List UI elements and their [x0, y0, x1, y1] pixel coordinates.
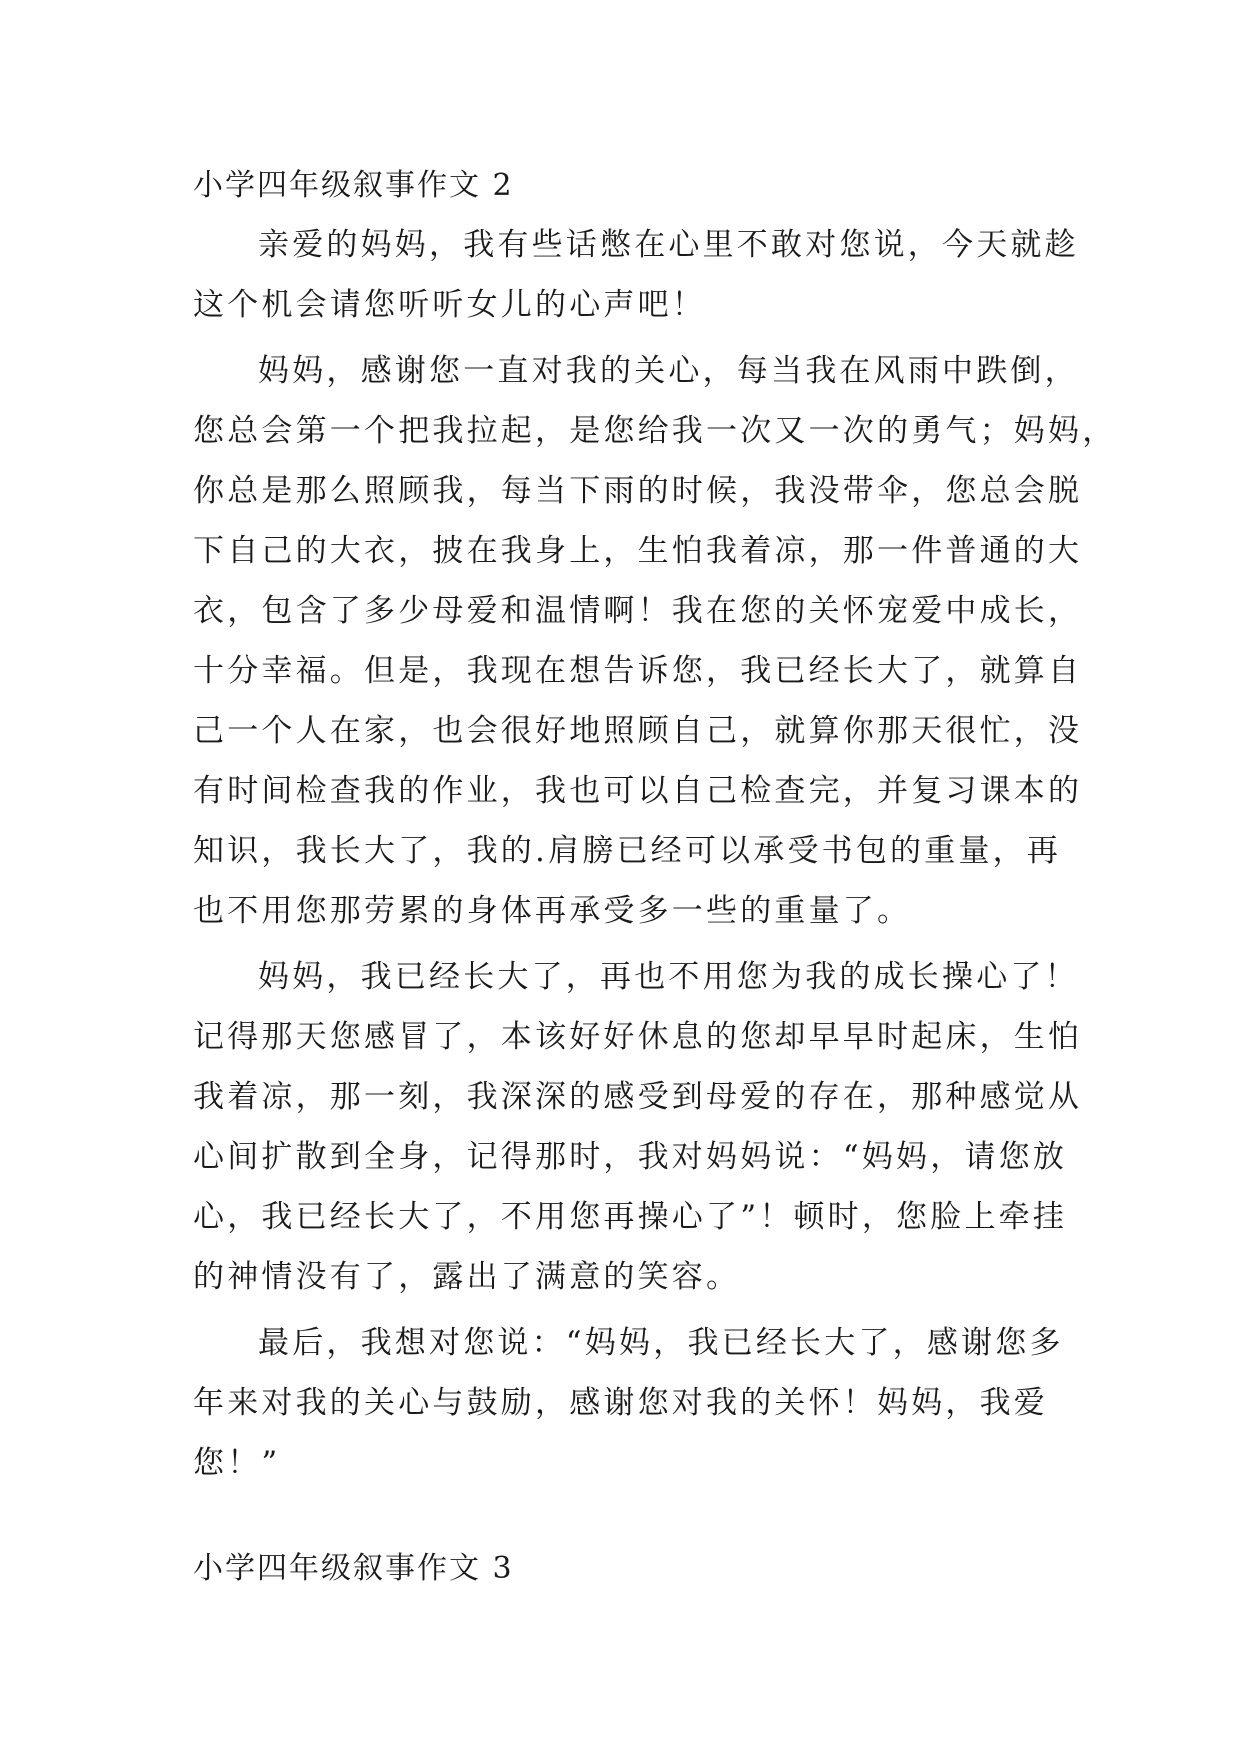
- essay-2-heading: 小学四年级叙事作文 2: [193, 168, 514, 203]
- paragraph-4-line-3: 您！”: [193, 1445, 281, 1481]
- paragraph-3-line-2: 记得那天您感冒了，本该好好休息的您却早早时起床，生怕: [193, 1019, 1083, 1055]
- paragraph-2-line-10: 也不用您那劳累的身体再承受多一些的重量了。: [193, 893, 912, 929]
- paragraph-1-line-2: 这个机会请您听听女儿的心声吧！: [193, 287, 706, 323]
- paragraph-2-line-6: 十分幸福。但是，我现在想告诉您，我已经长大了，就算自: [193, 653, 1083, 689]
- paragraph-2-line-7: 己一个人在家，也会很好地照顾自己，就算你那天很忙，没: [193, 713, 1083, 749]
- paragraph-2-line-3: 你总是那么照顾我，每当下雨的时候，我没带伞，您总会脱: [193, 473, 1083, 509]
- paragraph-2-line-5: 衣，包含了多少母爱和温情啊！我在您的关怀宠爱中成长，: [193, 593, 1083, 629]
- essay-3-heading: 小学四年级叙事作文 3: [193, 1551, 514, 1586]
- paragraph-3-line-1: 妈妈，我已经长大了，再也不用您为我的成长操心了！: [258, 959, 1079, 995]
- paragraph-2-line-8: 有时间检查我的作业，我也可以自己检查完，并复习课本的: [193, 773, 1083, 809]
- paragraph-3-line-5: 心，我已经长大了，不用您再操心了”！顿时，您脸上牵挂: [193, 1199, 1068, 1235]
- paragraph-2-line-9: 知识，我长大了，我的.肩膀已经可以承受书包的重量，再: [193, 833, 1062, 869]
- paragraph-4-line-2: 年来对我的关心与鼓励，感谢您对我的关怀！妈妈，我爱: [193, 1385, 1048, 1421]
- paragraph-4-line-1: 最后，我想对您说：“妈妈，我已经长大了，感谢您多: [258, 1325, 1064, 1361]
- paragraph-2-line-2: 您总会第一个把我拉起，是您给我一次又一次的勇气；妈妈，: [193, 413, 1117, 449]
- paragraph-2-line-1: 妈妈，感谢您一直对我的关心，每当我在风雨中跌倒，: [258, 353, 1079, 389]
- paragraph-3-line-6: 的神情没有了，露出了满意的笑容。: [193, 1259, 741, 1295]
- paragraph-2-line-4: 下自己的大衣，披在我身上，生怕我着凉，那一件普通的大: [193, 533, 1083, 569]
- paragraph-1-line-1: 亲爱的妈妈，我有些话憋在心里不敢对您说，今天就趁: [258, 227, 1079, 263]
- paragraph-3-line-4: 心间扩散到全身，记得那时，我对妈妈说：“妈妈，请您放: [193, 1139, 1068, 1175]
- paragraph-3-line-3: 我着凉，那一刻，我深深的感受到母爱的存在，那种感觉从: [193, 1079, 1083, 1115]
